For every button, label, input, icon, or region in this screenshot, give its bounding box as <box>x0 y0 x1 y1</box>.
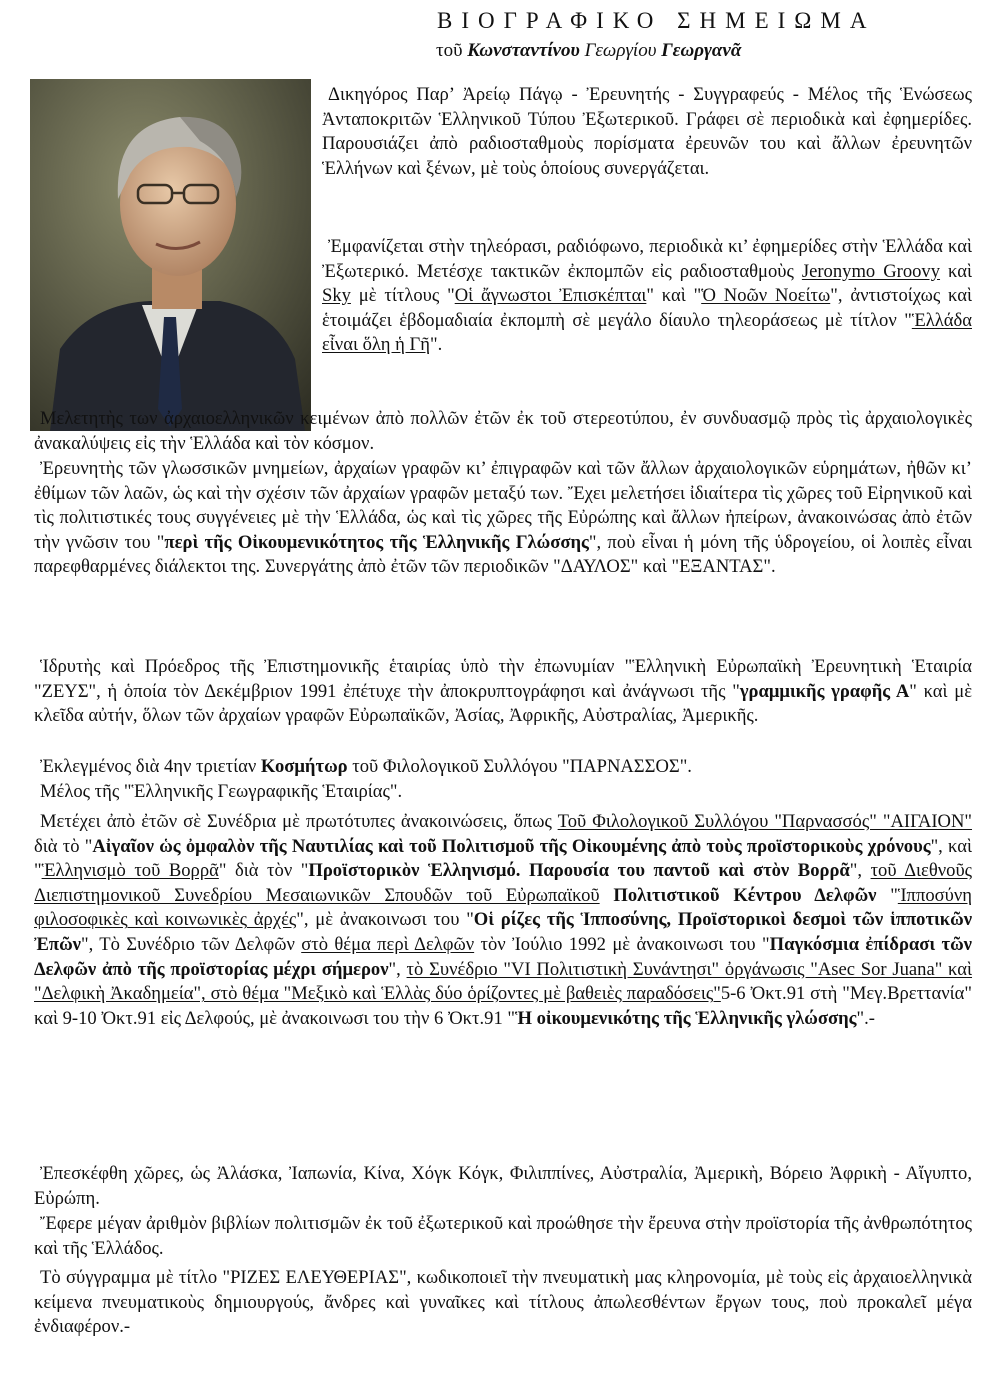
paragraph-member: Μέλος τῆς "Ἑλληνικῆς Γεωγραφικῆς Ἑταιρίας". <box>40 781 403 802</box>
bold-linear-a: γραμμικῆς γραφῆς Α <box>739 680 910 702</box>
text-span: ". <box>429 334 443 356</box>
text-span: καὶ <box>940 260 972 282</box>
underline-chivalry: Ἱπποσύνη φιλοσοφικὲς καὶ κοινωνικὲς ἀρχές <box>34 884 972 931</box>
text-span: 5-6 Ὀκτ.91 στὴ "Μεγ.Βρεττανία" καὶ 9-10 Ὀκτ.91 εἰς Δελφούς, μὲ ἀνακοινωσι του τὴν 6 Ὀκτ.91 " <box>34 983 972 1029</box>
bold-roots: Οἱ ρίζες τῆς Ἱπποσύνης, Προϊστορικοὶ δεσμοὶ τῶν ἱπποτικῶν Ἐπῶν <box>34 909 972 955</box>
text-span: ", Τὸ Συνέδριο τῶν Δελφῶν <box>80 933 302 955</box>
station-sky: Sky <box>322 285 351 307</box>
text-span: ", <box>849 860 871 882</box>
underline-delphi-topic: στὸ θέμα περὶ Δελφῶν <box>301 933 475 955</box>
paragraph-researcher-monuments <box>34 457 972 580</box>
underline-congress: τοῦ Διεθνοῦς Διεπιστημονικοῦ Συνεδρίου Μεσαιωνικῶν Σπουδῶν τοῦ Εὐρωπαϊκοῦ <box>34 860 973 906</box>
bold-universality-language: Ἡ οἰκουμενικότης τῆς Ἑλληνικῆς γλώσσης <box>515 1007 857 1029</box>
text-span: Ἐμφανίζεται στὴν τηλεόρασι, ραδιόφωνο, περιοδικὰ κι’ ἐφημερίδες στὴν Ἑλλάδα καὶ Ἐξωτερικό. Μετέσχε τακτικῶν ἐκπομπῶν εἰς ραδιοσταθμοὺς <box>322 236 972 282</box>
paragraph-roots-of-freedom: Τὸ σύγγραμμα μὲ τίτλο "ΡΙΖΕΣ ΕΛΕΥΘΕΡΙΑΣ", κωδικοποιεῖ τὴν πνευματικὴ μας κληρονομία, μὲ τοὺς εἰς ἀρχαιοελληνικὰ κείμενα πνευματικοὺς δημιουργούς, ἄνδρες καὶ γυναῖκες καὶ τίτλους ἀπωλεσθέντων ἔργων τους, ποὺ προκαλεῖ μέγα ἐνδιαφέρον.- <box>34 1267 972 1338</box>
bold-prehistoric: Προϊστορικὸν Ἑλληνισμό. Παρουσία του παντοῦ καὶ στὸν Βορρᾶ <box>308 860 850 882</box>
text-span: ", καὶ " <box>34 835 972 882</box>
show-title-1: Οἱ ἄγνωστοι Ἐπισκέπται <box>454 285 647 307</box>
subtitle-last-name: Γεωργανᾶ <box>661 40 742 61</box>
text-span: ", ποὺ εἶναι ἡ μόνη τῆς ὑδρογείου, οἱ λοιπὲς εἶναι παρεφθαρμένες διάλεκτοι της. Συνεργάτης ἀπὸ ἐτῶν τῶν περιοδικῶν "ΔΑΥΛΟΣ" καὶ "ΕΞΑΝΤΑΣ". <box>34 531 972 578</box>
subtitle-middle-name: Γεωργίου <box>579 40 662 61</box>
text-span: " καὶ " <box>646 285 702 307</box>
intro-paragraph-2 <box>322 235 972 358</box>
paragraph-conferences <box>34 810 972 1031</box>
underline-north: Ἑλληνισμὸ τοῦ Βορρᾶ <box>41 860 219 882</box>
text-span: διὰ τὸ " <box>34 835 93 857</box>
show-title-3: Ἑλλάδα εἶναι ὅλη ἡ Γῆ <box>322 309 972 356</box>
bold-universality: περὶ τῆς Οἰκουμενικότητος τῆς Ἑλληνικῆς Γλώσσης <box>164 531 589 553</box>
paragraph-travels: Ἐπεσκέφθη χῶρες, ὡς Ἀλάσκα, Ἰαπωνία, Κίνα, Χόγκ Κόγκ, Φιλιππίνες, Αὐστραλία, Ἀμερικὴ, Βόρειο Ἀφρικὴ - Αἴγυπτο, Εὐρώπη. <box>34 1163 972 1209</box>
portrait-photo <box>30 79 311 431</box>
text-span: ", <box>388 958 407 980</box>
show-title-2: Ὁ Νοῶν Νοείτω <box>701 285 831 307</box>
bold-delphi-centre: Πολιτιστικοῦ Κέντρου Δελφῶν <box>613 884 877 906</box>
underline-mexico: τὸ Συνέδριο "VI Πολιτιστικὴ Συνάντησι" ὀργάνωσις "Asec Sor Juana" καὶ "Δελφικὴ Ἀκαδημεία", στὸ θέμα "Μεξικὸ καὶ Ἑλλὰς δύο ὁρίζοντες μὲ βαθειὲς παραδόσεις" <box>34 958 973 1005</box>
bold-aegean: Αἰγαῖον ὡς ὀμφαλὸν τῆς Ναυτιλίας καὶ τοῦ Πολιτισμοῦ τῆς Οἰκουμένης ἀπὸ τοὺς προϊστορικοὺς χρόνους <box>92 835 931 857</box>
underline-parnassos: Τοῦ Φιλολογικοῦ Συλλόγου "Παρνασσός" "ΑΙΓΑΙΟΝ" <box>557 811 973 832</box>
text-span: " διὰ τὸν " <box>218 860 309 882</box>
document-title: ΒΙΟΓΡΑΦΙΚΟ ΣΗΜΕΙΩΜΑ <box>437 8 876 33</box>
station-jeronymo: Jeronymo Groovy <box>801 260 941 282</box>
text-span: Ἐρευνητὴς τῶν γλωσσικῶν μνημείων, ἀρχαίων γραφῶν κι’ ἐπιγραφῶν καὶ τῶν ἄλλων ἀρχαιολογικῶν εὑρημάτων, ἠθῶν κι’ ἐθίμων τῶν λαῶν, ὡς καὶ τὴν σχέσιν τῶν ἀρχαίων γραφῶν μεταξύ των. Ἔχει μελετήσει ἰδιαίτερα τὶς χῶρες τοῦ Εἰρηνικοῦ καὶ τὶς πολιτιστικές τους συγγένειες μὲ τὴν Ἑλλάδα, ὡς καὶ τὶς χῶρες τῆς Εὐρώπης καὶ ἄλλων ἠπείρων, ἀνακοινώσας ἀπὸ ἐτῶν τὴν γνῶσιν του " <box>34 458 972 553</box>
text-span: ".- <box>856 1007 875 1029</box>
text-span: " καὶ μὲ κλεῖδα αὐτήν, ὅλων τῶν ἀρχαίων γραφῶν Εὐρωπαϊκῶν, Ἀσίας, Ἀφρικῆς, Αὐστραλίας, Ἀμερικῆς. <box>34 680 972 727</box>
text-span: ", μὲ ἀνακοινωσι του " <box>296 909 474 931</box>
text-span: Μετέχει ἀπὸ ἐτῶν σὲ Συνέδρια μὲ πρωτότυπες ἀνακοινώσεις, ὅπως <box>40 811 558 832</box>
text-span: μὲ τίτλους " <box>350 285 455 307</box>
portrait-image <box>30 79 311 431</box>
paragraph-dean <box>34 755 972 780</box>
subtitle-first-name: Κωνσταντίνου <box>467 40 580 61</box>
bold-world-influence: Παγκόσμια ἐπίδρασι τῶν Δελφῶν ἀπὸ τῆς προϊστορίας μέχρι σήμερον <box>34 933 972 980</box>
text-span: Ἐκλεγμένος διὰ 4ην τριετίαν <box>40 756 261 777</box>
text-span: ", ἀντιστοίχως καὶ ἑτοιμάζει ἑβδομαδιαία ἐκπομπὴ σὲ μεγάλο δίαυλο τηλεοράσεως μὲ τίτλον " <box>322 285 973 331</box>
paragraph-founder <box>34 655 972 729</box>
text-span: Ἱδρυτὴς καὶ Πρόεδρος τῆς Ἐπιστημονικῆς ἑταιρίας ὑπὸ τὴν ἐπωνυμίαν "Ἑλληνικὴ Εὐρωπαϊκὴ Ἐρευνητικὴ Ἑταιρία "ΖΕΥΣ", ἡ ὁποία τὸν Δεκέμβριον 1991 ἐπέτυχε τὴν ἀποκρυπτογράφησι καὶ ἀνάγνωσι τῆς " <box>34 656 972 702</box>
intro-paragraph-1: Δικηγόρος Παρ’ Ἀρείῳ Πάγῳ - Ἐρευνητής - Συγγραφεύς - Μέλος τῆς Ἑνώσεως Ἀνταποκριτῶν Ἑλληνικοῦ Τύπου Ἐξωτερικοῦ. Γράφει σὲ περιοδικὰ καὶ ἐφημερίδες. Παρουσιάζει ἀπὸ ραδιοσταθμοὺς πορίσματα ἐρευνῶν του καὶ ἄλλων ἐρευνητῶν Ἑλλήνων καὶ ξένων, μὲ τοὺς ὁποίους συνεργάζεται. <box>322 84 972 179</box>
document-subtitle <box>436 40 741 62</box>
bold-dean: Κοσμήτωρ <box>260 756 348 777</box>
paragraph-books: Ἔφερε μέγαν ἀριθμὸν βιβλίων πολιτισμῶν ἐκ τοῦ ἐξωτερικοῦ καὶ προώθησε τὴν ἔρευνα στὴν προϊστορία τῆς ἀνθρωπότητος καὶ τῆς Ἑλλάδος. <box>34 1213 972 1259</box>
text-span: τὸν Ἰούλιο 1992 μὲ ἀνακοινωσι του " <box>474 933 770 955</box>
text-span: τοῦ Φιλολογικοῦ Συλλόγου "ΠΑΡΝΑΣΣΟΣ". <box>347 756 692 777</box>
paragraph-researcher-texts: Μελετητὴς των ἀρχαιοελληνικῶν κειμένων ἀπὸ πολλῶν ἐτῶν ἐκ τοῦ στερεοτύπου, ἐν συνδυασμῷ πρὸς τὶς ἀρχαιολογικὲς ἀνακαλύψεις εἰς τὴν Ἑλλάδα καὶ τὸν κόσμον. <box>34 408 972 454</box>
text-span: " <box>876 884 898 906</box>
subtitle-prefix: τοῦ <box>436 40 468 61</box>
